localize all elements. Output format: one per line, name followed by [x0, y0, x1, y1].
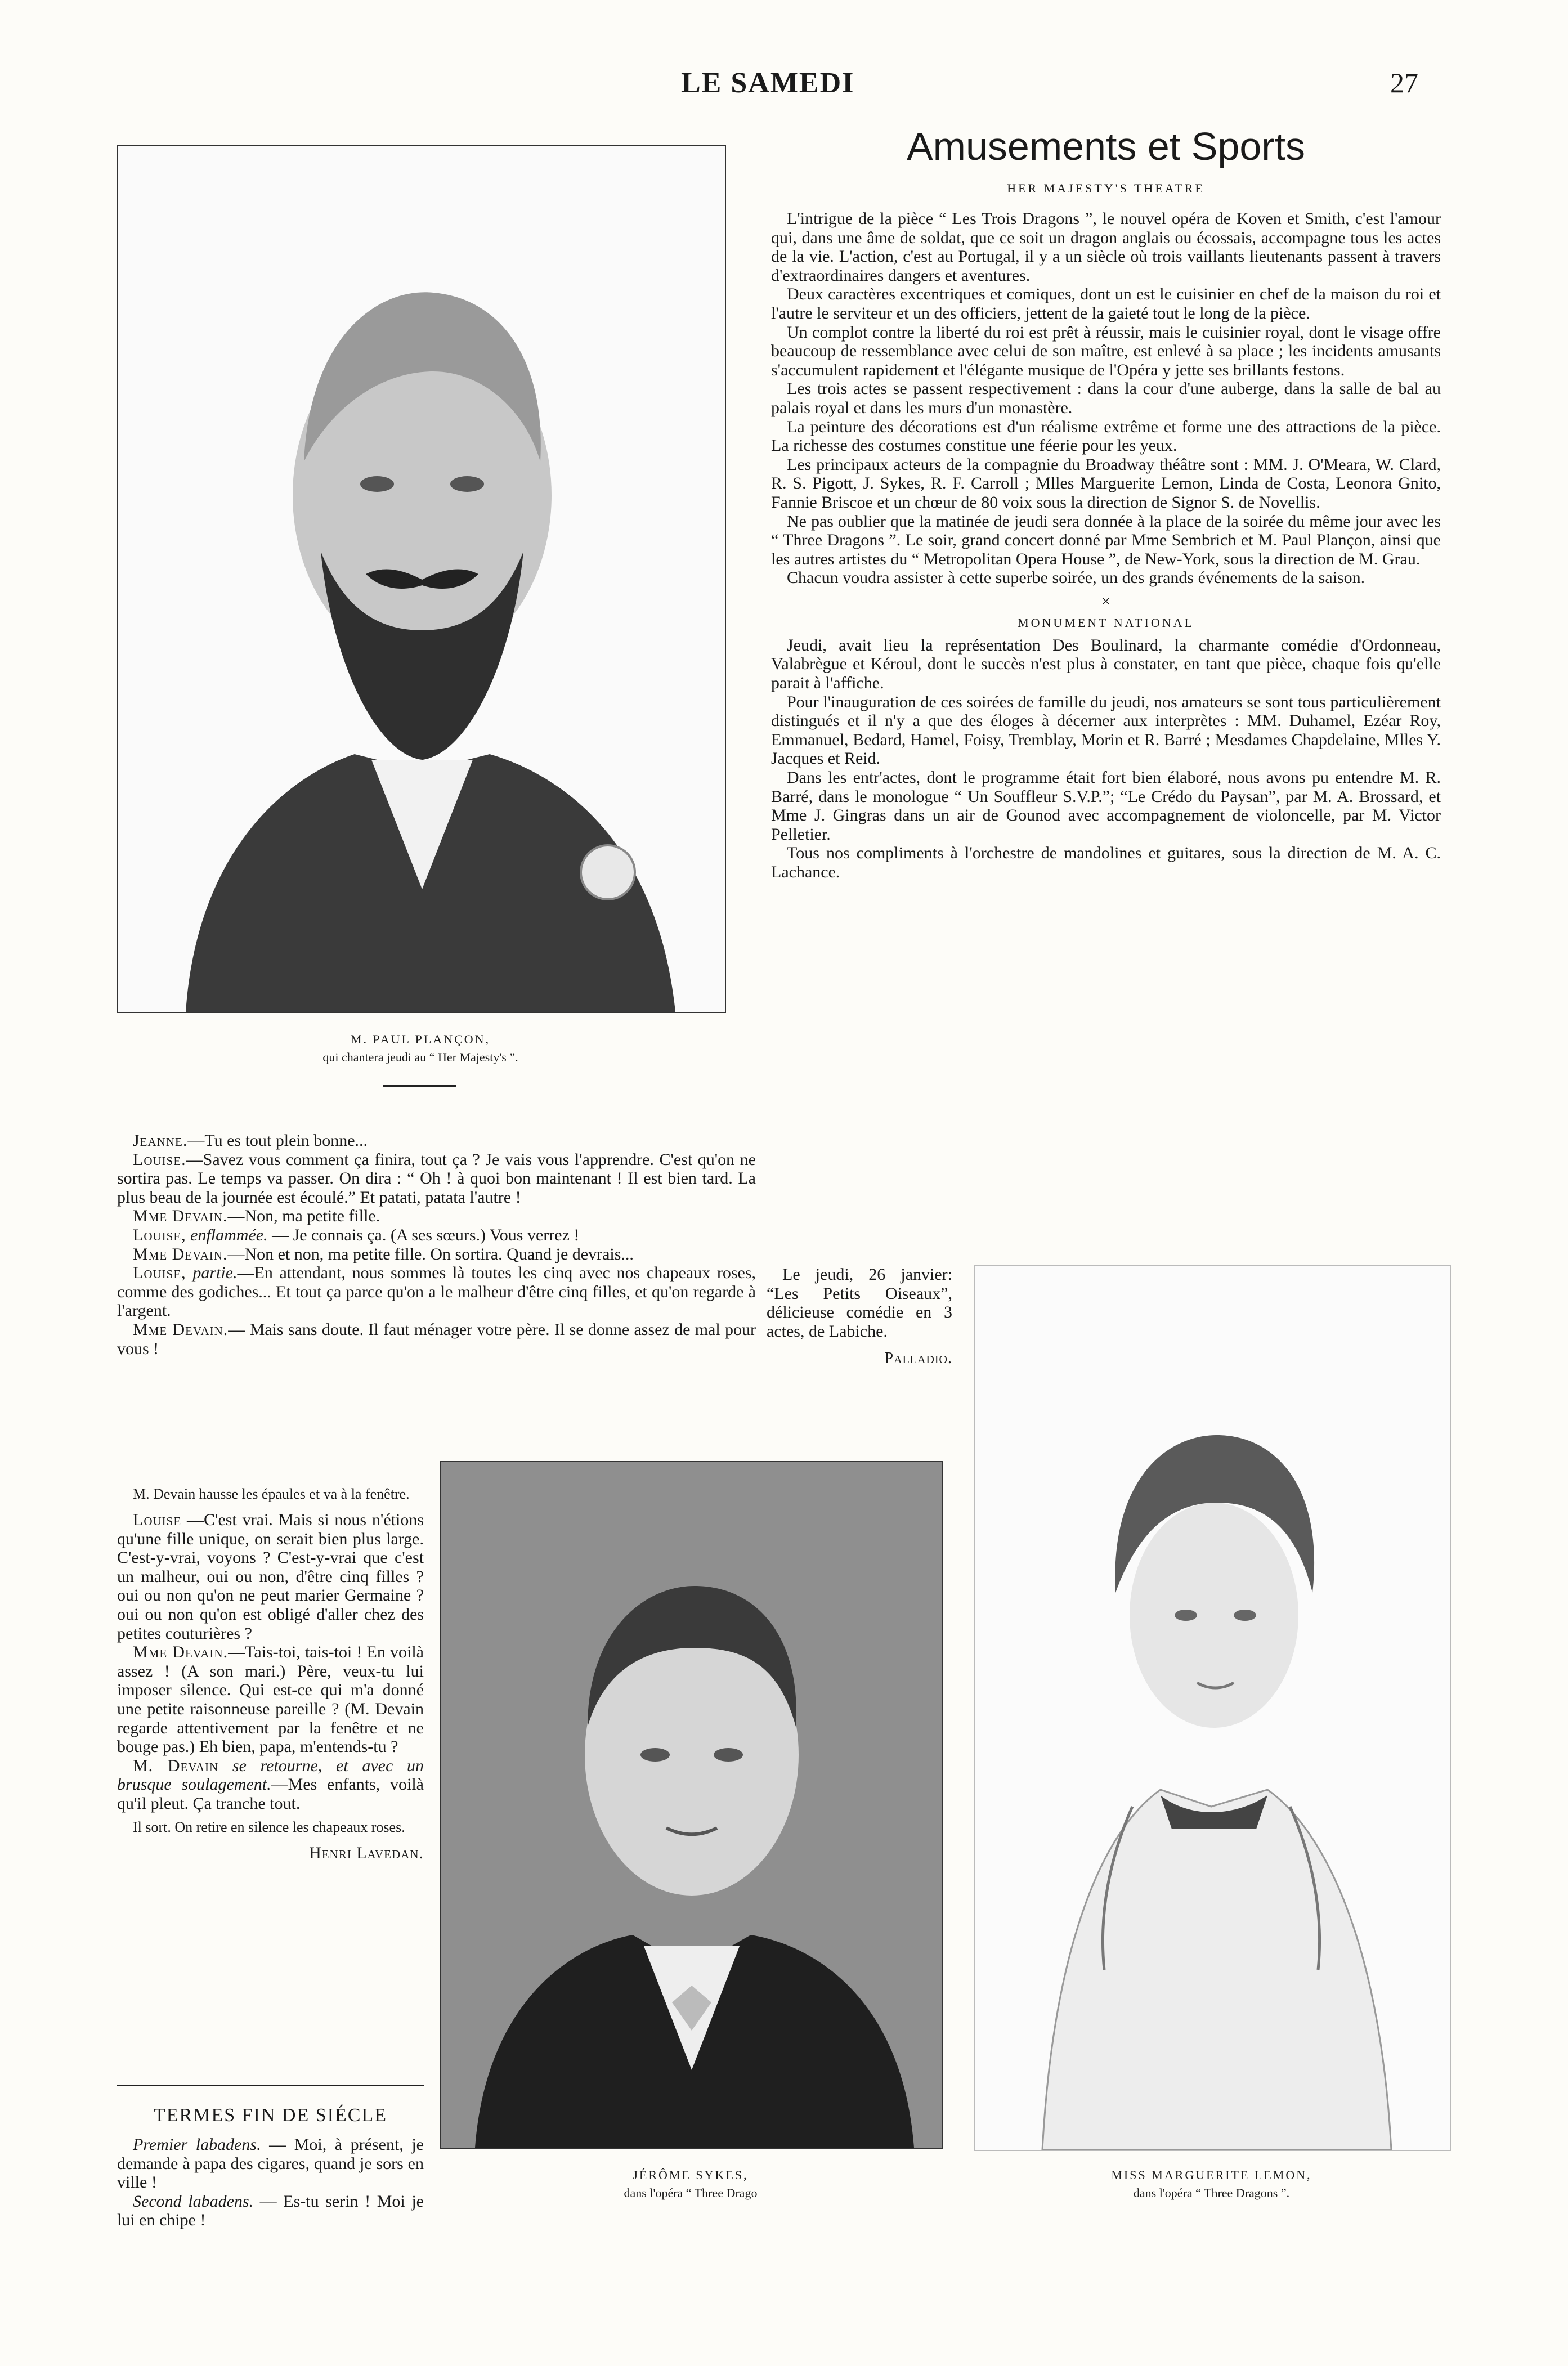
dialogue-line: Mme Devain.— Mais sans doute. Il faut ménager votre père. Il se donne assez de mal pour vous !: [117, 1320, 756, 1358]
article-paragraph: Les trois actes se passent respectivement : dans la cour d'une auberge, dans la salle de bal au palais royal et dans les murs d'un monastère.: [771, 379, 1441, 417]
article-paragraph: Chacun voudra assister à cette superbe soirée, un des grands événements de la saison.: [787, 568, 1365, 588]
article-paragraph: Pour l'inauguration de ces soirées de famille du jeudi, nos amateurs se sont tous particulièrement distingués et il n'y a que des éloges à décerner aux interprètes : MM. Duhamel, Ezéar Roy, Emmanuel, Bedard, Hamel, Foisy, Tremblay, Morin et R. Barré ; Mesdames Chapdelaine, Mlles Y. Jacques et Reid.: [771, 692, 1441, 768]
termes-line: Premier labadens. — Moi, à présent, je demande à papa des cigares, quand je sors en ville !: [117, 2135, 424, 2192]
portrait-sykes: [440, 1461, 943, 2149]
dialogue-line: Mme Devain.—Non, ma petite fille.: [133, 1207, 380, 1226]
masthead: LE SAMEDI: [681, 67, 855, 99]
article-paragraph: Le jeudi, 26 janvier: “Les Petits Oiseaux”, délicieuse comédie en 3 actes, de Labiche.: [767, 1265, 952, 1341]
dialogue-line: Mme Devain.—Tais-toi, tais-toi ! En voilà assez ! (A son mari.) Père, veux-tu lui imposer silence. Qui est-ce qui m'a donné une petite raisonneuse pareille ? (M. Devain regarde attentivement par la fenêtre et ne bouge pas.) Eh bien, papa, m'entends-tu ?: [117, 1643, 424, 1756]
play-excerpt-upper: [117, 1131, 756, 1358]
caption-sykes-sub: dans l'opéra “ Three Drago: [624, 2186, 758, 2200]
dialogue-line: Louise, partie.—En attendant, nous sommes là toutes les cinq avec nos chapeaux roses, comme des godiches... Et tout ça parce qu'on a le malheur d'être cinq filles, et qu'on regarde à l'argent.: [117, 1263, 756, 1320]
portrait-lemon: [974, 1265, 1451, 2151]
article-paragraph: L'intrigue de la pièce “ Les Trois Dragons ”, le nouvel opéra de Koven et Smith, c'est l'amour qui, dans une âme de soldat, que ce soit un dragon anglais ou écossais, accompagne tous les actes de la vie. L'action, c'est au Portugal, il y a un siècle où trois vaillants lieutenants passent à travers d'extraordinaires dangers et aventures.: [771, 209, 1441, 285]
stage-direction: Il sort. On retire en silence les chapeaux roses.: [133, 1818, 405, 1835]
page-number: 27: [1390, 67, 1418, 98]
article-paragraph: Les principaux acteurs de la compagnie du Broadway théâtre sont : MM. J. O'Meara, W. Clard, R. S. Pigott, J. Sykes, R. F. Carroll ; Mlles Marguerite Lemon, Linda de Costa, Leonora Gnito, Fannie Briscoe et un chœur de 80 voix sous la direction de Signor S. de Novellis.: [771, 455, 1441, 512]
dialogue-line: Louise —C'est vrai. Mais si nous n'étions qu'une fille unique, on serait bien plus large. C'est-y-vrai, voyons ? C'est-y-vrai que c'est un malheur, oui ou non, d'être cinq filles ? oui ou non qu'on ne peut marier Germaine ? oui ou non qu'on est obligé d'aller chez des petites couturières ?: [117, 1511, 424, 1643]
termes-line: Second labadens. — Es-tu serin ! Moi je lui en chipe !: [117, 2192, 424, 2230]
article-paragraph: La peinture des décorations est d'un réalisme extrême et forme une des attractions de la pièce. La richesse des costumes constitue une féerie pour les yeux.: [771, 417, 1441, 455]
termes-section: [117, 2105, 424, 2230]
caption-sykes-name: JÉRÔME SYKES,: [633, 2168, 749, 2182]
monument-note: [767, 1265, 952, 1368]
stage-direction: M. Devain hausse les épaules et va à la fenêtre.: [133, 1486, 410, 1502]
divider: [117, 2085, 424, 2086]
author-signature: Henri Lavedan.: [309, 1843, 424, 1862]
dialogue-line: Mme Devain.—Non et non, ma petite fille. On sortira. Quand je devrais...: [133, 1244, 634, 1263]
caption-lemon-name: MISS MARGUERITE LEMON,: [1111, 2168, 1312, 2182]
article-paragraph: Tous nos compliments à l'orchestre de mandolines et guitares, sous la direction de M. A. C. Lachance.: [771, 844, 1441, 881]
article-paragraph: Dans les entr'actes, dont le programme était fort bien élaboré, nous avons pu entendre M. R. Barré, dans le monologue “ Un Souffleur S.V.P.”; “Le Crédo du Paysan”, par M. A. Brossard, et Mme J. Gingras dans un air de Gounod avec accompagnement de violoncelle, par M. Victor Pelletier.: [771, 768, 1441, 844]
article-paragraph: Deux caractères excentriques et comiques, dont un est le cuisinier en chef de la maison du roi et l'autre le serviteur et un des officiers, jettent de la gaieté tout le long de la pièce.: [771, 285, 1441, 322]
article-paragraph: Un complot contre la liberté du roi est prêt à réussir, mais le cuisinier royal, dont le visage offre beaucoup de ressemblance avec celui de son maître, est enlevé à sa place ; les incidents amusants s'accumulent rapidement et l'élégante musique de l'Opéra y jette ses brillants festons.: [771, 322, 1441, 379]
caption-lemon-sub: dans l'opéra “ Three Dragons ”.: [1133, 2186, 1290, 2200]
caption-plancon-name: M. PAUL PLANÇON,: [350, 1032, 491, 1046]
dialogue-line: Jeanne.—Tu es tout plein bonne...: [133, 1131, 368, 1150]
dialogue-line: Louise, enflammée. — Je connais ça. (A ses sœurs.) Vous verrez !: [133, 1225, 580, 1244]
article-paragraph: Jeudi, avait lieu la représentation Des Boulinard, la charmante comédie d'Ordonneau, Valabrègue et Kéroul, dont le succès n'est plus à constater, en tant que pièce, chaque fois qu'elle parait à l'affiche.: [771, 635, 1441, 693]
signature-palladio: Palladio.: [884, 1350, 952, 1368]
article-paragraph: Ne pas oublier que la matinée de jeudi sera donnée à la place de la soirée du même jour avec les “ Three Dragons ”. Le soir, grand concert donné par Mme Sembrich et M. Paul Plançon, ainsi que les autres artistes du “ Metropolitan Opera House ”, de New-York, sous la direction de M. Grau.: [771, 512, 1441, 568]
heading-theatre: HER MAJESTY'S THEATRE: [1007, 181, 1205, 195]
theatre-article: [771, 209, 1441, 882]
section-title: Amusements et Sports: [906, 124, 1306, 168]
portrait-plancon: [117, 145, 726, 1013]
dialogue-line: Louise.—Savez vous comment ça finira, tout ça ? Je vais vous l'apprendre. C'est qu'on ne sortira pas. Le temps va passer. On dira : “ Oh ! à quoi bon maintenant ! Il est bien tard. La plus beau de la journée est écoulé.” Et patati, patata l'autre !: [117, 1150, 756, 1207]
dialogue-line: M. Devain se retourne, et avec un brusque soulagement.—Mes enfants, voilà qu'il pleut. Ça tranche tout.: [117, 1756, 424, 1813]
caption-plancon-sub: qui chantera jeudi au “ Her Majesty's ”.: [322, 1050, 518, 1064]
divider: [383, 1085, 456, 1087]
play-excerpt-lower: [117, 1486, 424, 1863]
termes-heading: TERMES FIN DE SIÉCLE: [154, 2105, 387, 2126]
separator-mark: ×: [1101, 592, 1111, 611]
heading-monument: MONUMENT NATIONAL: [1018, 615, 1194, 630]
